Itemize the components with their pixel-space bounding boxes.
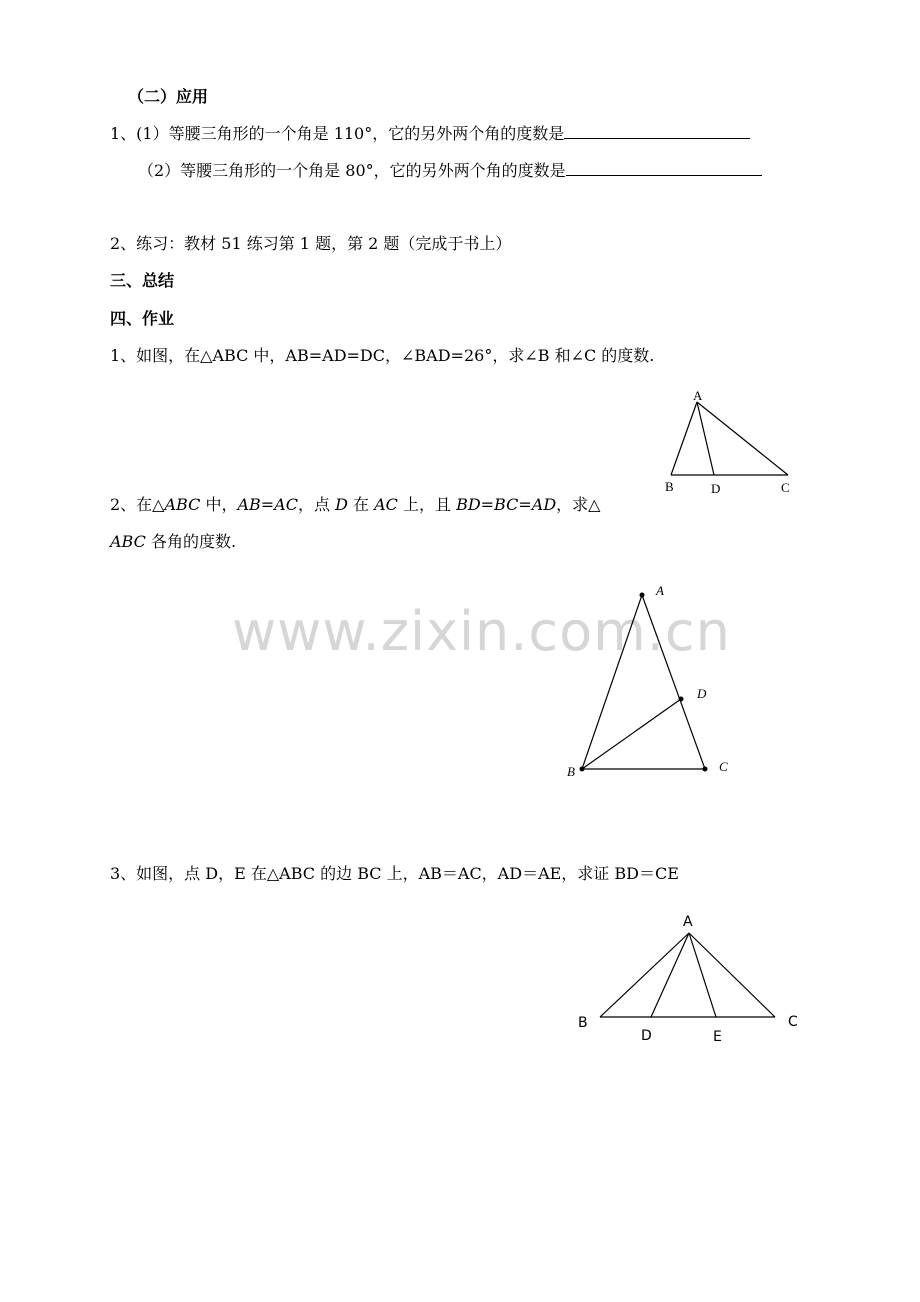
fig1-label-c: C	[781, 480, 790, 495]
fig3-side-ab	[600, 933, 689, 1017]
hw2-bd-eq: BD=BC=AD	[456, 495, 557, 514]
homework-3: 3、如图，点 D，E 在△ABC 的边 BC 上，AB＝AC，AD＝AE，求证 BD＝CE	[110, 864, 679, 883]
hw2-text-prefix: 2、在△	[110, 495, 165, 514]
hw2-triangle-abc: ABC	[164, 495, 201, 514]
fig1-label-a: A	[693, 388, 703, 403]
fig3-label-b: B	[578, 1015, 588, 1031]
watermark: www.zixin.com.cn	[232, 600, 731, 663]
question-1-part-2-text: （2）等腰三角形的一个角是 80°，它的另外两个角的度数是	[138, 161, 566, 180]
hw2-text-6: 各角的度数.	[145, 532, 237, 551]
fig1-label-d: D	[711, 481, 721, 496]
question-1-part-1-text: 1、(1）等腰三角形的一个角是 110°，它的另外两个角的度数是	[110, 124, 565, 143]
fig1-label-b: B	[665, 479, 674, 494]
section-summary-heading: 三、总结	[110, 271, 175, 290]
fig2-label-d: D	[697, 686, 707, 701]
section-homework-heading: 四、作业	[110, 309, 175, 328]
hw2-text-1: 中，	[200, 495, 238, 514]
hw2-text-5: ，求△	[556, 495, 601, 514]
hw2-side-ac: AC	[374, 495, 398, 514]
fig3-label-e: E	[713, 1029, 722, 1045]
fig2-label-b: B	[567, 764, 575, 779]
fig3-label-c: C	[788, 1014, 798, 1030]
section-application-heading: （二）应用	[128, 87, 209, 106]
fig2-label-c: C	[719, 759, 728, 774]
question-2: 2、练习：教材 51 练习第 1 题，第 2 题（完成于书上）	[110, 234, 512, 253]
fig3-label-a: A	[683, 914, 693, 930]
hw2-triangle-abc-2: ABC	[110, 532, 146, 551]
fig2-label-a: A	[656, 583, 664, 598]
hw2-ab-eq-ac: AB=AC	[237, 495, 298, 514]
homework-1: 1、如图，在△ABC 中，AB=AD=DC，∠BAD=26°，求∠B 和∠C 的度数.	[110, 346, 655, 365]
hw2-text-3: 在	[347, 495, 375, 514]
hw2-text-2: ，点	[297, 495, 336, 514]
hw2-text-4: 上，且	[397, 495, 457, 514]
hw2-point-d: D	[335, 495, 348, 514]
fig3-segment-ad	[651, 933, 689, 1017]
fig3-label-d: D	[641, 1028, 652, 1044]
